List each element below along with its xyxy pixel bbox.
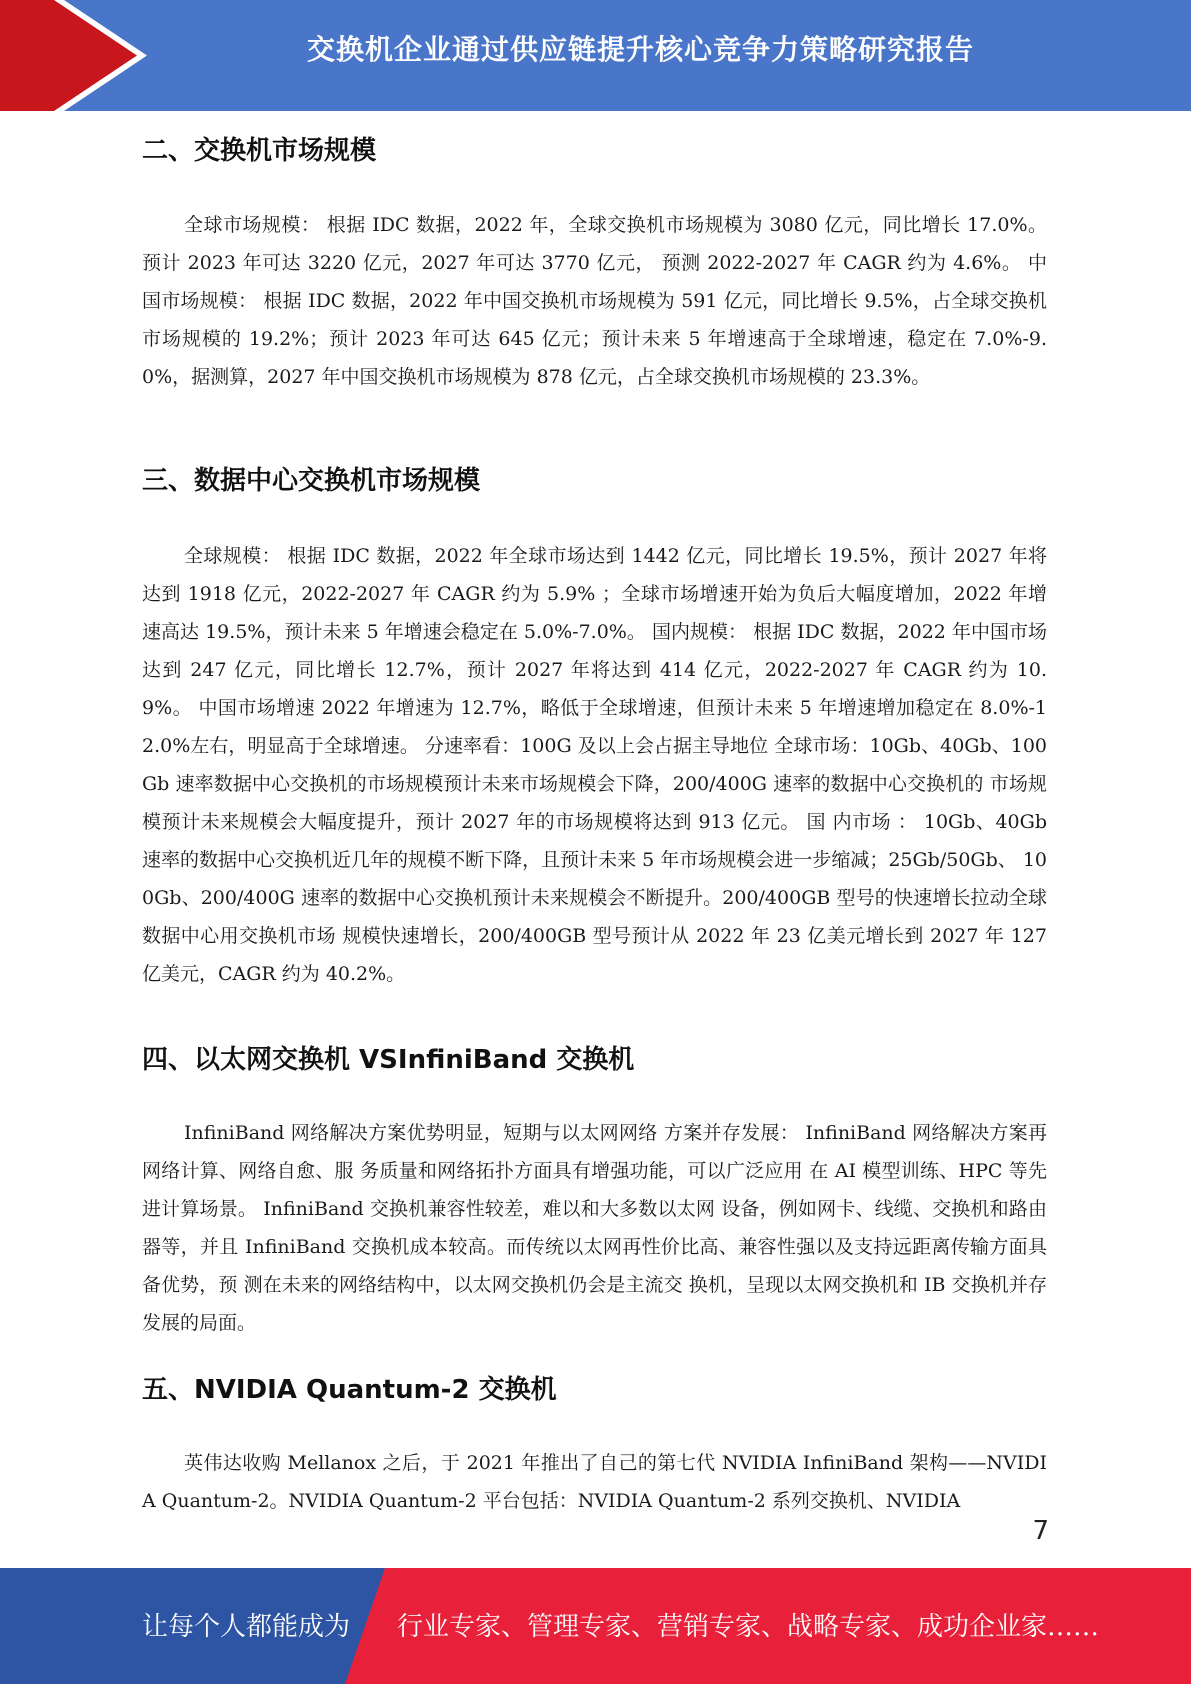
footer-slogan-left: 让每个人都能成为 [142, 1612, 351, 1642]
page-footer [0, 1568, 1191, 1684]
section-paragraph: 全球市场规模： 根据 IDC 数据，2022 年，全球交换机市场规模为 3080 亿元，同比增长 17.0%。预计 2023 年可达 3220 亿元，2027 年可达 3770 亿元， 预测 2022-2027 年 CAGR 约为 4.6%。 中国市场规模： 根据 IDC 数据，2022 年中国交换机市场规模为 591 亿元，同比增长 9.5%，占全球交换机市场规模的 19.2%；预计 2023 年可达 645 亿元；预计未来 5 年增速高于全球增速，稳定在 7.0%-9.0%，据测算，2027 年中国交换机市场规模为 878 亿元，占全球交换机市场规模的 23.3%。 [142, 214, 1047, 388]
chevron-logo-icon [0, 0, 160, 111]
section-paragraph: InfiniBand 网络解决方案优势明显，短期与以太网网络 方案并存发展： InfiniBand 网络解决方案再网络计算、网络自愈、服 务质量和网络拓扑方面具有增强功能，可以广泛应用 在 AI 模型训练、HPC 等先进计算场景。 InfiniBand 交换机兼容性较差，难以和大多数以太网 设备，例如网卡、线缆、交换机和路由器等，并且 InfiniBand 交换机成本较高。而传统以太网再性价比高、兼容性强以及支持远距离传输方面具备优势，预 测在未来的网络结构中，以太网交换机仍会是主流交 换机，呈现以太网交换机和 IB 交换机并存发展的局面。 [142, 1122, 1047, 1334]
report-title: 交换机企业通过供应链提升核心竞争力策略研究报告 [306, 33, 974, 66]
section-heading: 五、NVIDIA Quantum-2 交换机 [142, 1375, 557, 1405]
section-heading: 二、交换机市场规模 [142, 136, 377, 166]
footer-slogan-right: 行业专家、管理专家、营销专家、战略专家、成功企业家…… [397, 1612, 1100, 1642]
section-paragraph: 全球规模： 根据 IDC 数据，2022 年全球市场达到 1442 亿元，同比增长 19.5%，预计 2027 年将达到 1918 亿元，2022-2027 年 CAGR 约为 5.9% ；全球市场增速开始为负后大幅度增加，2022 年增速高达 19.5%，预计未来 5 年增速会稳定在 5.0%-7.0%。 国内规模： 根据 IDC 数据，2022 年中国市场达到 247 亿元，同比增长 12.7%，预计 2027 年将达到 414 亿元，2022-2027 年 CAGR 约为 10.9%。 中国市场增速 2022 年增速为 12.7%，略低于全球增速，但预计未来 5 年增速增加稳定在 8.0%-12.0%左右，明显高于全球增速。 分速率看：100G 及以上会占据主导地位 全球市场：10Gb、40Gb、100Gb 速率数据中心交换机的市场规模预计未来市场规模会下降，200/400G 速率的数据中心交换机的 市场规模预计未来规模会大幅度提升，预计 2027 年的市场规模将达到 913 亿元。 国 内市场 ： 10Gb、40Gb 速率的数据中心交换机近几年的规模不断下降，且预计未来 5 年市场规模会进一步缩减；25Gb/50Gb、 100Gb、200/400G 速率的数据中心交换机预计未来规模会不断提升。200/400GB 型号的快速增长拉动全球数据中心用交换机市场 规模快速增长，200/400GB 型号预计从 2022 年 23 亿美元增长到 2027 年 127 亿美元，CAGR 约为 40.2%。 [142, 545, 1047, 985]
page-header [0, 0, 1191, 111]
section-paragraph: 英伟达收购 Mellanox 之后，于 2021 年推出了自己的第七代 NVIDIA InfiniBand 架构——NVIDIA Quantum-2。NVIDIA Quantum-2 平台包括：NVIDIA Quantum-2 系列交换机、NVIDIA [142, 1452, 1047, 1512]
page-number: 7 [1032, 1516, 1049, 1546]
section-heading: 三、数据中心交换机市场规模 [142, 466, 481, 496]
section-heading: 四、以太网交换机 VSInfiniBand 交换机 [142, 1045, 635, 1075]
